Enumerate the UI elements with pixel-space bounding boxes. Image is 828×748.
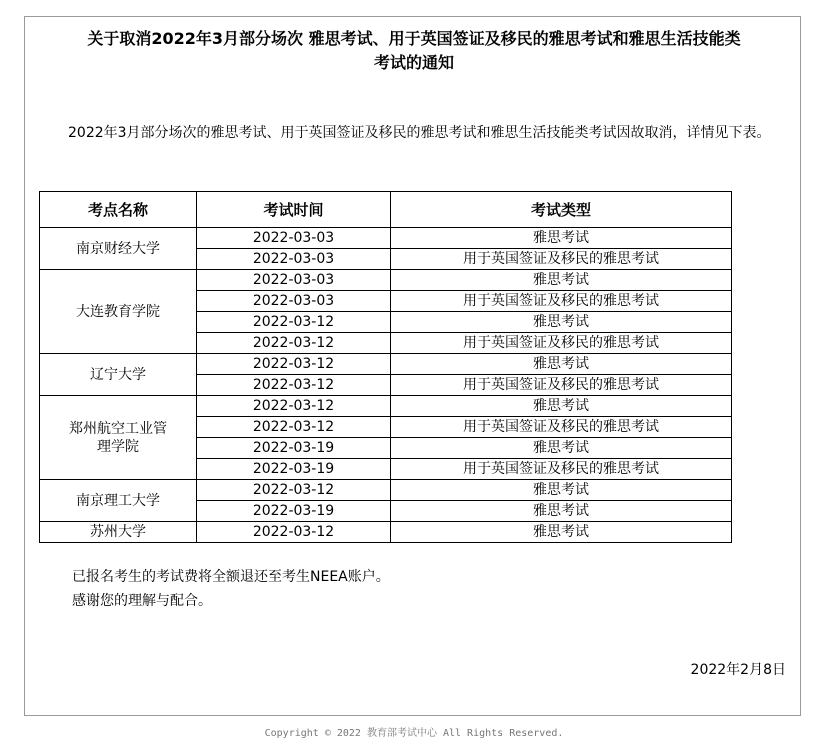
site-name: 大连教育学院 <box>40 270 197 354</box>
exam-date: 2022-03-12 <box>197 333 391 354</box>
table-header-row <box>40 192 732 228</box>
intro-paragraph: 2022年3月部分场次的雅思考试、用于英国签证及移民的雅思考试和雅思生活技能类考试因故取消，详情见下表。 <box>68 125 771 141</box>
exam-date: 2022-03-12 <box>197 312 391 333</box>
exam-date: 2022-03-12 <box>197 480 391 501</box>
refund-note: 已报名考生的考试费将全额退还至考生NEEA账户。 <box>72 569 390 585</box>
exam-type: 雅思考试 <box>391 228 732 249</box>
exam-date: 2022-03-19 <box>197 459 391 480</box>
exam-type: 用于英国签证及移民的雅思考试 <box>391 291 732 312</box>
copyright-footer: Copyright © 2022 教育部考试中心 All Rights Reserved. <box>264 728 564 739</box>
exam-type: 雅思考试 <box>391 522 732 543</box>
exam-date: 2022-03-12 <box>197 417 391 438</box>
exam-type: 用于英国签证及移民的雅思考试 <box>391 459 732 480</box>
exam-date: 2022-03-12 <box>197 522 391 543</box>
header-date: 考试时间 <box>197 192 391 228</box>
title-line-1: 关于取消2022年3月部分场次 雅思考试、用于英国签证及移民的雅思考试和雅思生活技能类 <box>87 29 741 48</box>
exam-type: 雅思考试 <box>391 270 732 291</box>
site-name <box>40 396 197 480</box>
site-name: 南京理工大学 <box>40 480 197 522</box>
site-name-text: 郑州航空工业管理学院 <box>69 420 167 455</box>
site-name: 苏州大学 <box>40 522 197 543</box>
site-name: 南京财经大学 <box>40 228 197 270</box>
cancellation-table <box>39 191 732 543</box>
exam-type: 用于英国签证及移民的雅思考试 <box>391 333 732 354</box>
exam-type: 用于英国签证及移民的雅思考试 <box>391 375 732 396</box>
exam-date: 2022-03-12 <box>197 375 391 396</box>
exam-date: 2022-03-12 <box>197 396 391 417</box>
header-type: 考试类型 <box>391 192 732 228</box>
table-row <box>40 480 732 501</box>
table-row <box>40 396 732 417</box>
thanks-note: 感谢您的理解与配合。 <box>72 593 212 609</box>
exam-type: 用于英国签证及移民的雅思考试 <box>391 417 732 438</box>
notes <box>72 565 390 613</box>
header-site: 考点名称 <box>40 192 197 228</box>
exam-date: 2022-03-03 <box>197 249 391 270</box>
exam-date: 2022-03-12 <box>197 354 391 375</box>
exam-date: 2022-03-19 <box>197 501 391 522</box>
table-row <box>40 354 732 375</box>
table-row <box>40 270 732 291</box>
title-line-2: 考试的通知 <box>373 53 454 72</box>
table-row <box>40 228 732 249</box>
exam-type: 雅思考试 <box>391 396 732 417</box>
exam-type: 雅思考试 <box>391 354 732 375</box>
exam-type: 雅思考试 <box>391 501 732 522</box>
table-row <box>40 522 732 543</box>
exam-type: 雅思考试 <box>391 438 732 459</box>
site-name: 辽宁大学 <box>40 354 197 396</box>
exam-date: 2022-03-19 <box>197 438 391 459</box>
exam-type: 雅思考试 <box>391 480 732 501</box>
exam-date: 2022-03-03 <box>197 270 391 291</box>
exam-type: 用于英国签证及移民的雅思考试 <box>391 249 732 270</box>
issue-date: 2022年2月8日 <box>690 662 786 678</box>
exam-type: 雅思考试 <box>391 312 732 333</box>
exam-date: 2022-03-03 <box>197 291 391 312</box>
exam-date: 2022-03-03 <box>197 228 391 249</box>
page-title <box>0 27 828 75</box>
